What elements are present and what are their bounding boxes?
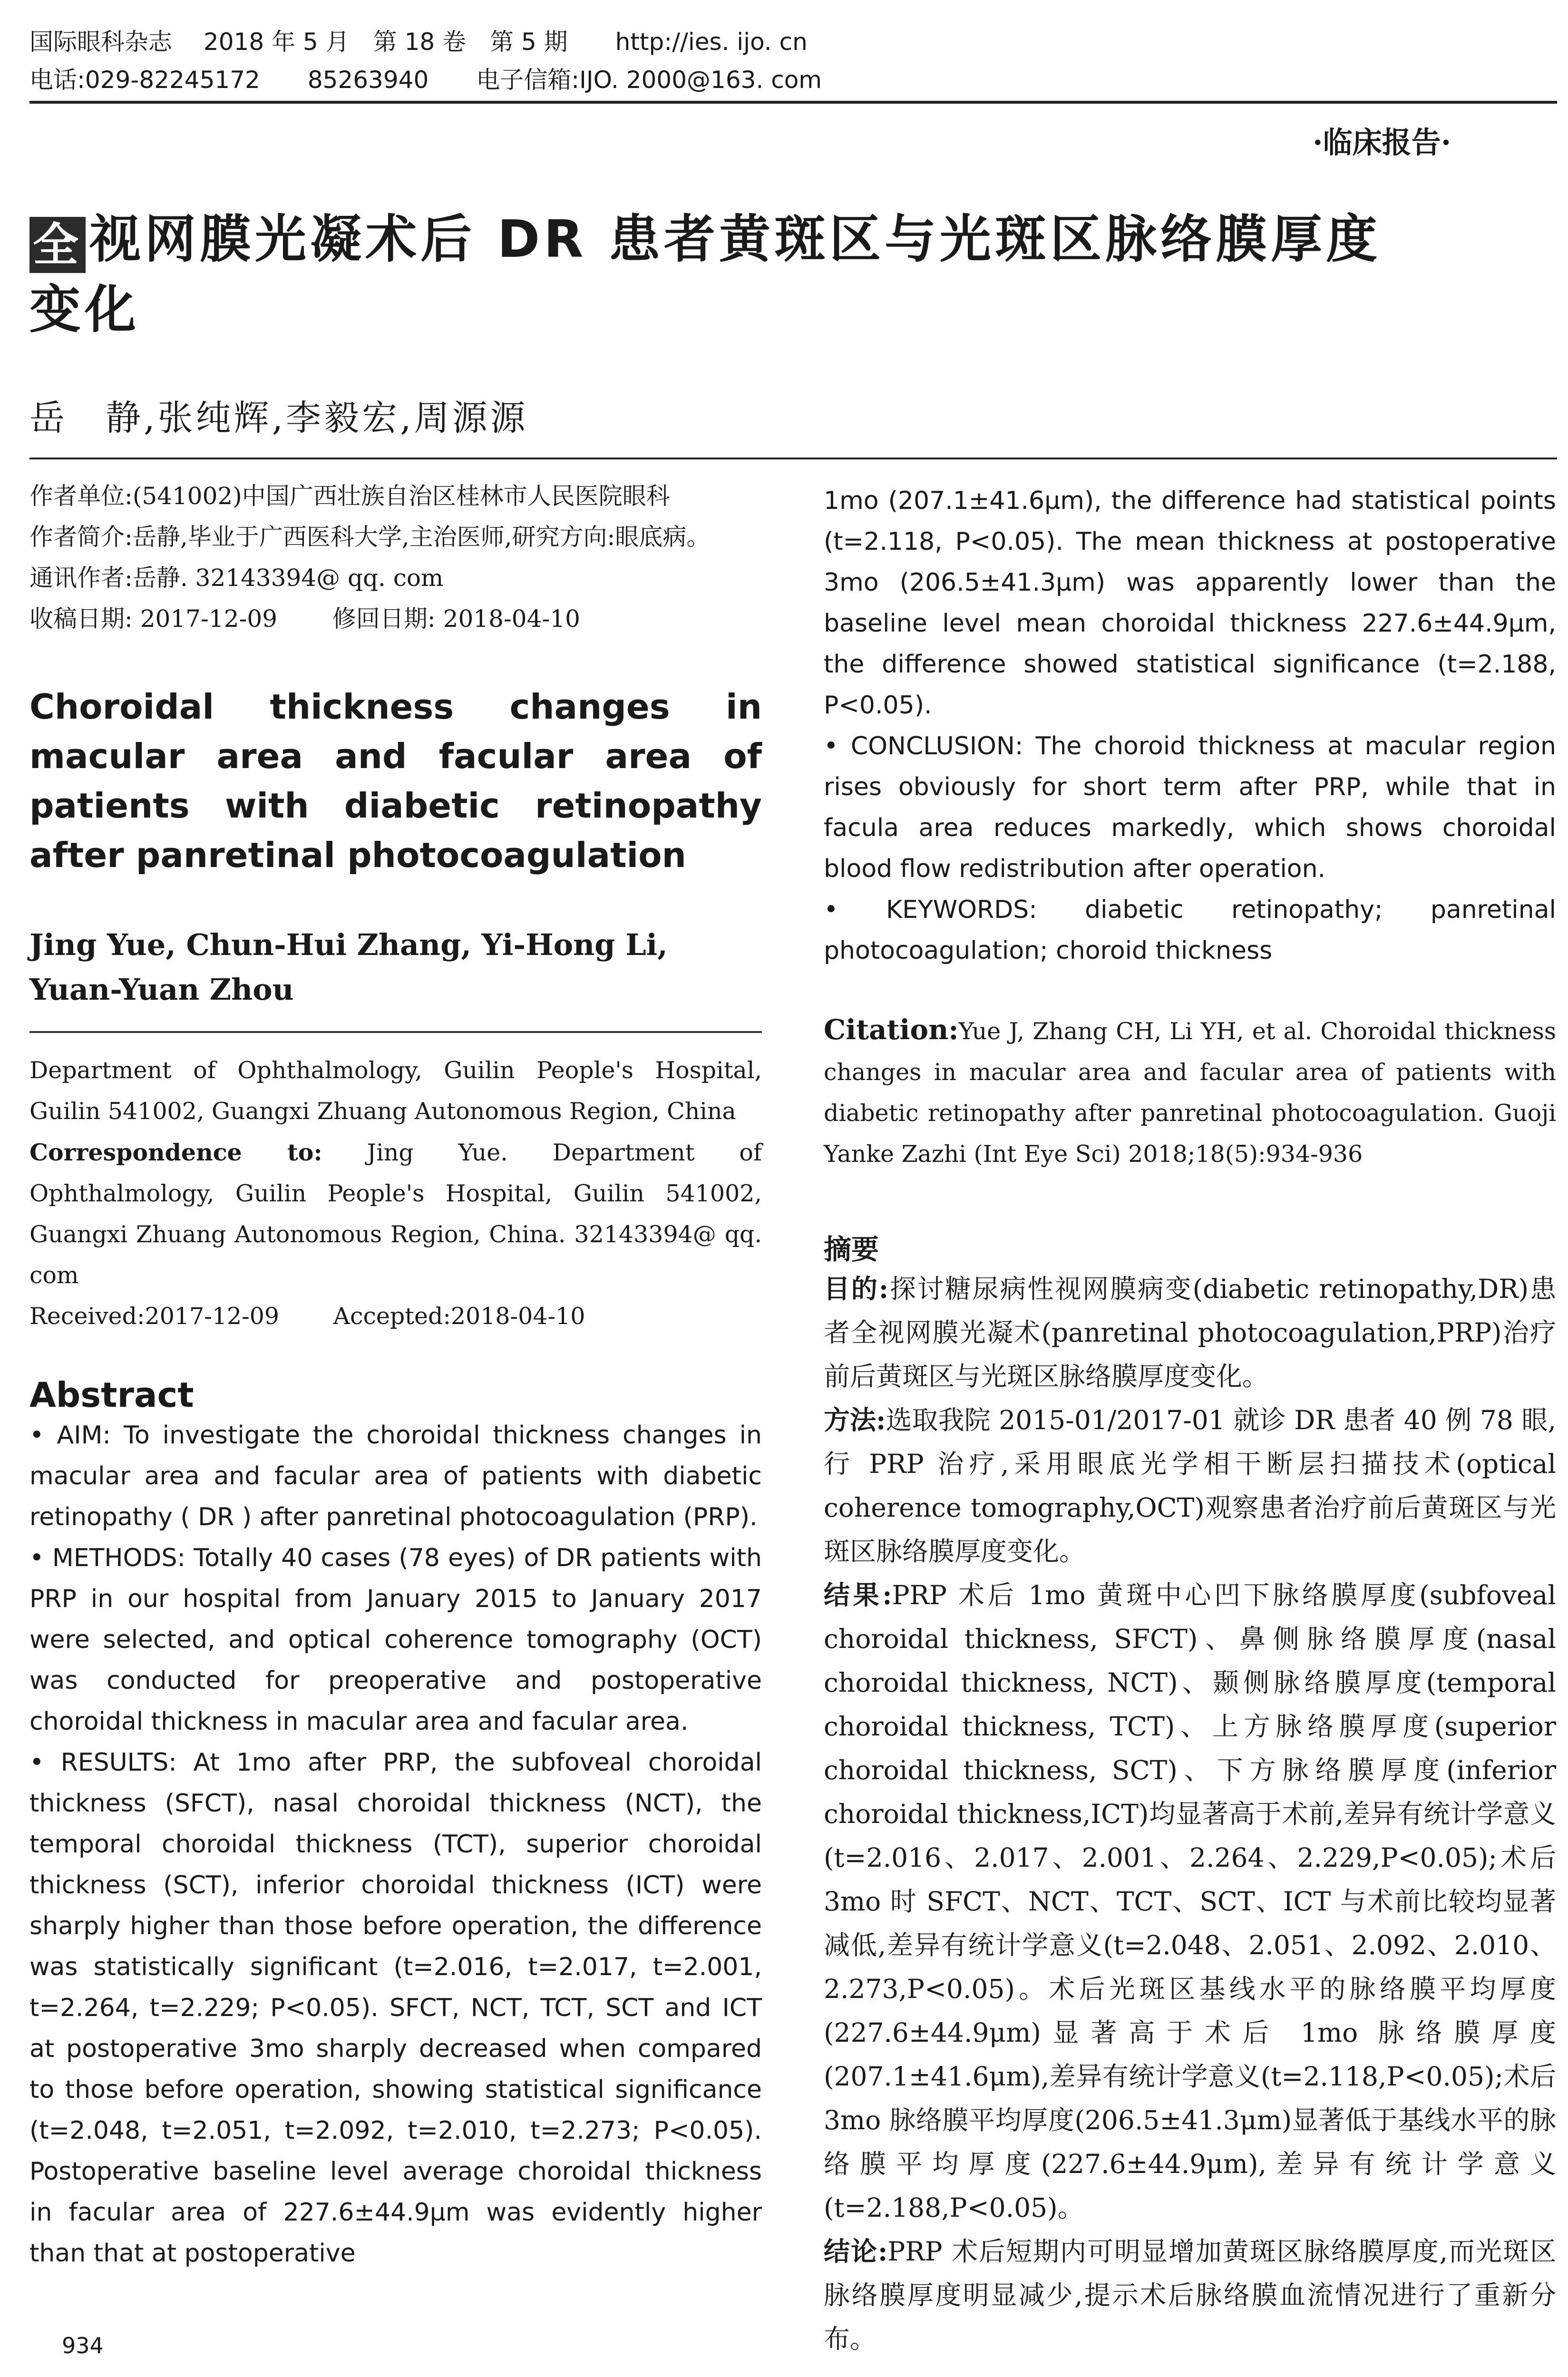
title-line1: 视网膜光凝术后 DR 患者黄斑区与光斑区脉络膜厚度 — [89, 210, 1382, 269]
zh-conclusion — [824, 2230, 1556, 2361]
abstract-results: • RESULTS: At 1mo after PRP, the subfoveal choroidal thickness (SFCT), nasal choroidal thickness (NCT), the temporal choroidal thickness (TCT), superior choroidal thickness (SCT), inferior choroidal thickness (ICT) were sharply higher than those before operation, the difference was statistically significant (t=2.016, t=2.017, t=2.001, t=2.264, t=2.229; P<0.05). SFCT, NCT, TCT, SCT and ICT at postoperative 3mo sharply decreased when compared to those before operation, showing statistical significance (t=2.048, t=2.051, t=2.092, t=2.010, t=2.273; P<0.05). Postoperative baseline level average choroidal thickness in facular area of 227.6±44.9μm was evidently higher than that at postoperative — [29, 1748, 762, 2268]
title-line2: 变化 — [29, 280, 140, 340]
citation-label: Citation: — [824, 1013, 959, 1046]
correspondence — [29, 1132, 762, 1296]
info-bio: 作者简介:岳静,毕业于广西医科大学,主治医师,研究方向:眼底病。 — [29, 523, 711, 551]
abstract-conclusion: • CONCLUSION: The choroid thickness at macular region rises obviously for short term after PRP, while that in facula area reduces markedly, which shows choroidal blood flow redistribution after operation. — [824, 732, 1556, 883]
abstract-keywords: • KEYWORDS: diabetic retinopathy; panretinal photocoagulation; choroid thickness — [824, 896, 1556, 965]
left-column — [29, 476, 762, 2274]
info-dates: 收稿日期: 2017-12-09 修回日期: 2018-04-10 — [29, 605, 580, 633]
zh-results — [824, 1573, 1556, 2230]
affiliation: Department of Ophthalmology, Guilin People's Hospital, Guilin 541002, Guangxi Zhuang Autonomous Region, China — [29, 1057, 762, 1125]
abstract-heading: Abstract — [29, 1375, 194, 1415]
zh-results-text: PRP 术后 1mo 黄斑中心凹下脉络膜厚度(subfoveal choroidal thickness, SFCT)、鼻侧脉络膜厚度(nasal choroidal thickness, NCT)、颞侧脉络膜厚度(temporal choroidal thickness, TCT)、上方脉络膜厚度(superior choroidal thickness, SCT)、下方脉络膜厚度(inferior choroidal thickness,ICT)均显著高于术前,差异有统计学意义(t=2.016、2.017、2.001、2.264、2.229,P<0.05);术后 3mo 时 SFCT、NCT、TCT、SCT、ICT 与术前比较均显著减低,差异有统计学意义(t=2.048、2.051、2.092、2.010、2.273,P<0.05)。术后光斑区基线水平的脉络膜平均厚度(227.6±44.9μm)显著高于术后 1mo 脉络膜厚度(207.1±41.6μm),差异有统计学意义(t=2.118,P<0.05);术后 3mo 脉络膜平均厚度(206.5±41.3μm)显著低于基线水平的脉络膜平均厚度(227.6±44.9μm),差异有统计学意义(t=2.188,P<0.05)。 — [824, 1580, 1556, 2223]
journal-header-line1: 国际眼科杂志 2018 年 5 月 第 18 卷 第 5 期 http://ies. ijo. cn — [29, 28, 808, 56]
citation — [824, 1009, 1556, 1175]
abstract-methods: • METHODS: Totally 40 cases (78 eyes) of DR patients with PRP in our hospital from January 2015 to January 2017 were selected, and optical coherence tomography (OCT) was conducted for preoperative and postoperative choroidal thickness in macular area and facular area. — [29, 1544, 762, 1736]
header-rule — [29, 101, 1557, 104]
journal-header-line2: 电话:029-82245172 85263940 电子信箱:IJO. 2000@163. com — [29, 66, 822, 94]
authors-en-rule — [29, 1031, 762, 1033]
info-corr: 通讯作者:岳静. 32143394@ qq. com — [29, 564, 444, 592]
correspondence-text: Jing Yue. Department of Ophthalmology, Guilin People's Hospital, Guilin 541002, Guangxi Zhuang Autonomous Region, China. 32143394@ qq. com — [29, 1139, 762, 1289]
abstract-aim: • AIM: To investigate the choroidal thickness changes in macular area and facular area of patients with diabetic retinopathy ( DR ) after panretinal photocoagulation (PRP). — [29, 1421, 762, 1531]
zh-abstract-heading: 摘要 — [824, 1233, 879, 1266]
section-tag: ·临床报告· — [1313, 125, 1451, 160]
received-accepted: Received:2017-12-09 Accepted:2018-04-10 — [29, 1303, 585, 1330]
zh-aim-label: 目的: — [824, 1273, 889, 1304]
zh-methods-label: 方法: — [824, 1404, 886, 1435]
title-initial-mark: 全 — [29, 217, 86, 273]
right-column — [824, 480, 1556, 2361]
page-number: 934 — [62, 2333, 104, 2358]
correspondence-label: Correspondence to: — [29, 1139, 322, 1166]
authors-cn: 岳 静,张纯辉,李毅宏,周源源 — [29, 398, 528, 438]
zh-aim-text: 探讨糖尿病性视网膜病变(diabetic retinopathy,DR)患者全视网膜光凝术(panretinal photocoagulation,PRP)治疗前后黄斑区与光斑区脉络膜厚度变化。 — [824, 1274, 1556, 1392]
authors-rule — [29, 458, 1557, 459]
zh-methods-text: 选取我院 2015-01/2017-01 就诊 DR 患者 40 例 78 眼,行 PRP 治疗,采用眼底光学相干断层扫描技术(optical coherence tomography,OCT)观察患者治疗前后黄斑区与光斑区脉络膜厚度变化。 — [824, 1405, 1556, 1567]
abstract-results-continued: 1mo (207.1±41.6μm), the difference had statistical points (t=2.118, P<0.05). The mean thickness at postoperative 3mo (206.5±41.3μm) was apparently lower than the baseline level mean choroidal thickness 227.6±44.9μm, the difference showed statistical significance (t=2.188, P<0.05). — [824, 487, 1556, 720]
zh-results-label: 结果: — [824, 1579, 892, 1610]
zh-methods — [824, 1398, 1556, 1573]
english-authors: Jing Yue, Chun-Hui Zhang, Yi-Hong Li, Yuan-Yuan Zhou — [29, 927, 668, 1007]
zh-aim — [824, 1267, 1556, 1398]
zh-conclusion-label: 结论: — [824, 2236, 888, 2267]
english-title: Choroidal thickness changes in macular area and facular area of patients with diabetic retinopathy after panretinal photocoagulation — [29, 687, 762, 875]
zh-conclusion-text: PRP 术后短期内可明显增加黄斑区脉络膜厚度,而光斑区脉络膜厚度明显减少,提示术后脉络膜血流情况进行了重新分布。 — [824, 2236, 1556, 2354]
article-title — [29, 205, 1557, 345]
citation-text: Yue J, Zhang CH, Li YH, et al. Choroidal thickness changes in macular area and facular area of patients with diabetic retinopathy after panretinal photocoagulation. Guoji Yanke Zazhi (Int Eye Sci) 2018;18(5):934-936 — [824, 1018, 1556, 1168]
info-unit: 作者单位:(541002)中国广西壮族自治区桂林市人民医院眼科 — [29, 482, 670, 510]
